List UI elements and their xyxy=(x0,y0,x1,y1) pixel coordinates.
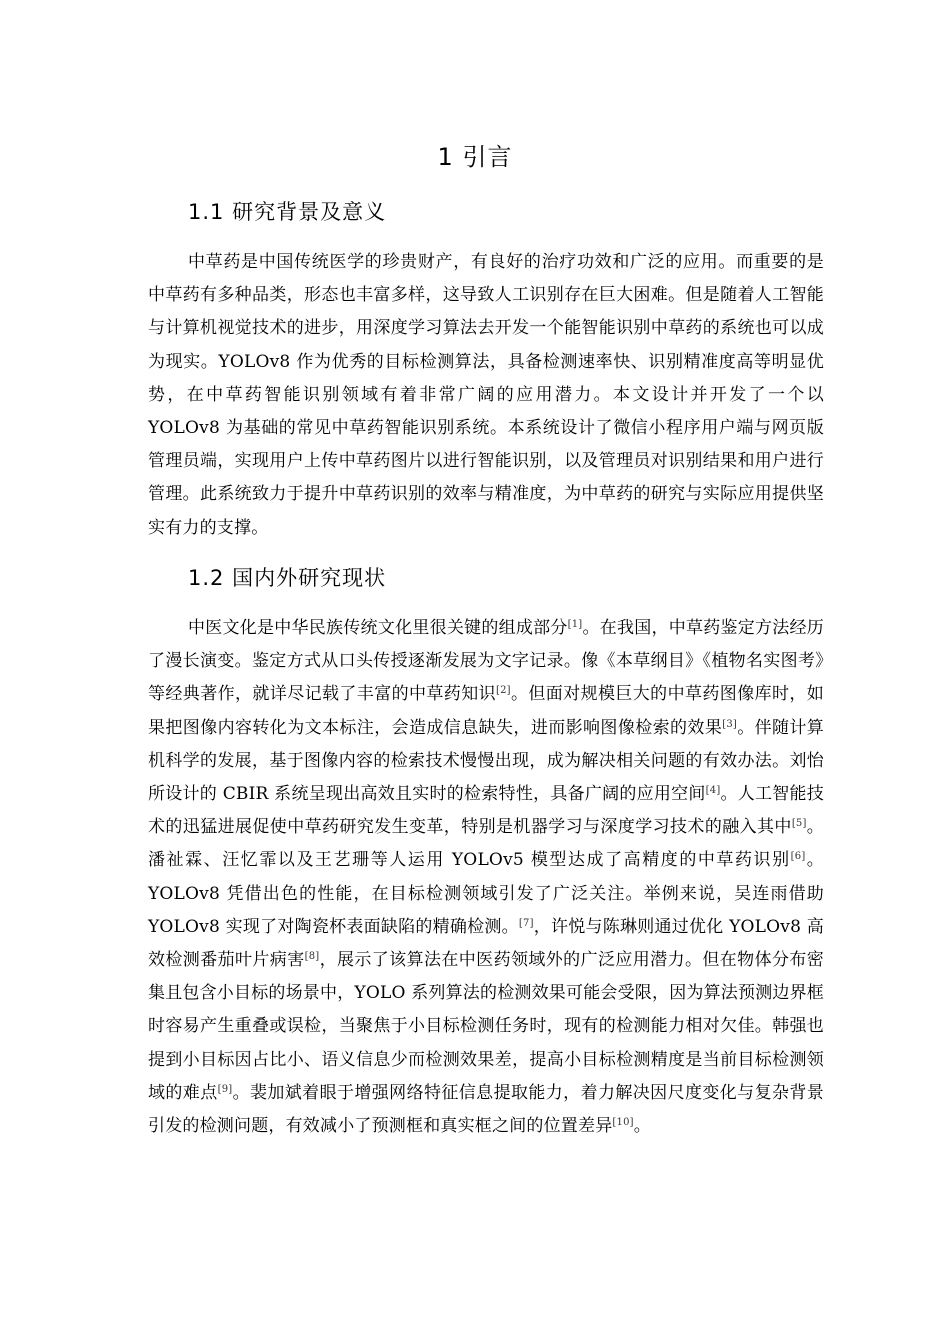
citation-9[interactable]: [9] xyxy=(217,1083,233,1095)
paragraph-text-segment: 。裴加斌着眼于增强网络特征信息提取能力，着力解决因尺度变化与复杂背景引发的检测问题，有效减小了预测框和真实框之间的位置差异 xyxy=(148,1082,824,1137)
paragraph-text-segment: 。在我国，中草药鉴定方法经历了漫长演变。鉴定方式从口头传授逐渐发展为文字记录。像《本草纲目》《植物名实图考》等经典著作，就详尽记载了丰富的中草药知识 xyxy=(148,618,824,705)
citation-5[interactable]: [5] xyxy=(791,818,807,830)
citation-6[interactable]: [6] xyxy=(790,851,806,863)
chapter-title: 1 引言 xyxy=(437,143,513,171)
citation-3[interactable]: [3] xyxy=(722,718,737,730)
paragraph-text-segment: 。 xyxy=(633,1116,651,1137)
paragraph-text-segment: ，许悦与陈琳则通过优化 YOLOv8 高效检测番茄叶片病害 xyxy=(148,916,824,971)
section-title-background: 1.1 研究背景及意义 xyxy=(188,200,387,224)
paragraph-text-segment: 。YOLOv8 凭借出色的性能，在目标检测领域引发了广泛关注。举例来说，吴连雨借助 YOLOv8 实现了对陶瓷杯表面缺陷的精确检测。 xyxy=(148,850,824,937)
paragraph-text-segment: 中医文化是中华民族传统文化里很关键的组成部分 xyxy=(188,618,568,638)
paragraph-text-segment: 。潘祉霖、汪忆霏以及王艺珊等人运用 YOLOv5 模型达成了高精度的中草药识别 xyxy=(148,817,824,871)
citation-4[interactable]: [4] xyxy=(705,785,721,797)
paragraph-text-segment: 。人工智能技术的迅猛进展促使中草药研究发生变革，特别是机器学习与深度学习技术的融入其中 xyxy=(148,784,824,838)
citation-1[interactable]: [1] xyxy=(567,619,583,630)
section-title-research-status: 1.2 国内外研究现状 xyxy=(188,566,387,590)
paragraph-text-segment: ，展示了该算法在中医药领域外的广泛应用潜力。但在物体分布密集且包含小目标的场景中，YOLO 系列算法的检测效果可能会受限，因为算法预测边界框时容易产生重叠或误检，当聚焦于小目标检测任务时，现有的检测能力相对欠佳。韩强也提到小目标因占比小、语义信息少而检测效果差，提高小目标检测精度是当前目标检测领域的难点 xyxy=(148,950,824,1103)
paragraph-background: 中草药是中国传统医学的珍贵财产，有良好的治疗功效和广泛的应用。而重要的是中草药有多种品类，形态也丰富多样，这导致人工识别存在巨大困难。但是随着人工智能与计算机视觉技术的进步，用深度学习算法去开发一个能智能识别中草药的系统也可以成为现实。YOLOv8 作为优秀的目标检测算法，具备检测速率快、识别精准度高等明显优势，在中草药智能识别领域有着非常广阔的应用潜力。本文设计并开发了一个以 YOLOv8 为基础的常见中草药智能识别系统。本系统设计了微信小程序用户端与网页版管理员端，实现用户上传中草药图片以进行智能识别，以及管理员对识别结果和用户进行管理。此系统致力于提升中草药识别的效率与精准度，为中草药的研究与实际应用提供坚实有力的支撑。 xyxy=(148,252,824,538)
citation-8[interactable]: [8] xyxy=(304,951,320,963)
citation-7[interactable]: [7] xyxy=(518,917,534,929)
citation-10[interactable]: [10] xyxy=(612,1117,634,1129)
citation-2[interactable]: [2] xyxy=(496,685,511,697)
paragraph-research-status xyxy=(148,612,824,1143)
paragraph-text-segment: 。伴随计算机科学的发展，基于图像内容的检索技术慢慢出现，成为解决相关问题的有效办法。刘怡所设计的 CBIR 系统呈现出高效且实时的检索特性，具备广阔的应用空间 xyxy=(148,717,825,805)
paragraph-text-segment: 。但面对规模巨大的中草药图像库时，如果把图像内容转化为文本标注，会造成信息缺失，进而影响图像检索的效果 xyxy=(148,684,824,738)
